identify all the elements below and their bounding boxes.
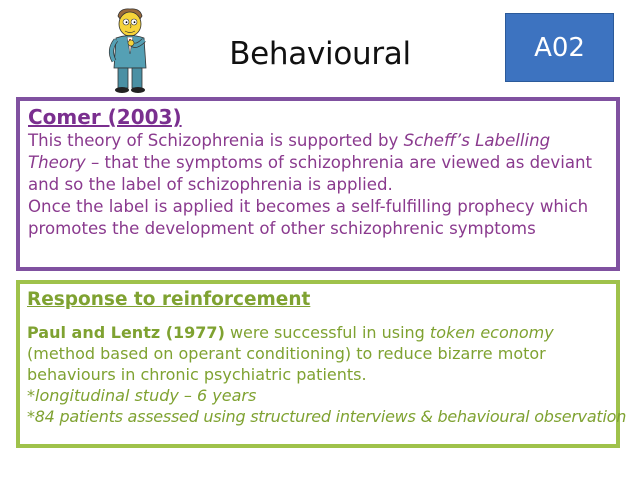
slide-title: Behavioural [229,36,411,72]
comer-text-line-5: promotes the development of other schizophrenic symptoms [28,219,536,238]
comer-heading: Comer (2003) [28,105,182,129]
response-reinforcement-box [16,280,627,448]
comer-text-line-1: This theory of Schizophrenia is supported by Scheff’s Labelling [28,131,551,150]
response-text-line-1: Paul and Lentz (1977) were successful in using token economy [27,323,554,342]
response-text-line-5: *84 patients assessed using structured interviews & behavioural observation [27,407,627,426]
ao2-badge: A02 [505,13,614,82]
comer-text-line-3: and so the label of schizophrenia is applied. [28,175,393,194]
response-text-line-4: *longitudinal study – 6 years [27,386,257,405]
comer-text-line-2: Theory – that the symptoms of schizophrenia are viewed as deviant [28,153,593,172]
response-text-line-2: (method based on operant conditioning) to reduce bizarre motor [27,344,546,363]
cartoon-character-illustration [100,6,160,94]
comer-text-line-4: Once the label is applied it becomes a self-fulfilling prophecy which [28,197,589,216]
comer-evaluation-box [16,97,620,271]
response-heading: Response to reinforcement [27,289,311,310]
response-text-line-3: behaviours in chronic psychiatric patients. [27,365,367,384]
